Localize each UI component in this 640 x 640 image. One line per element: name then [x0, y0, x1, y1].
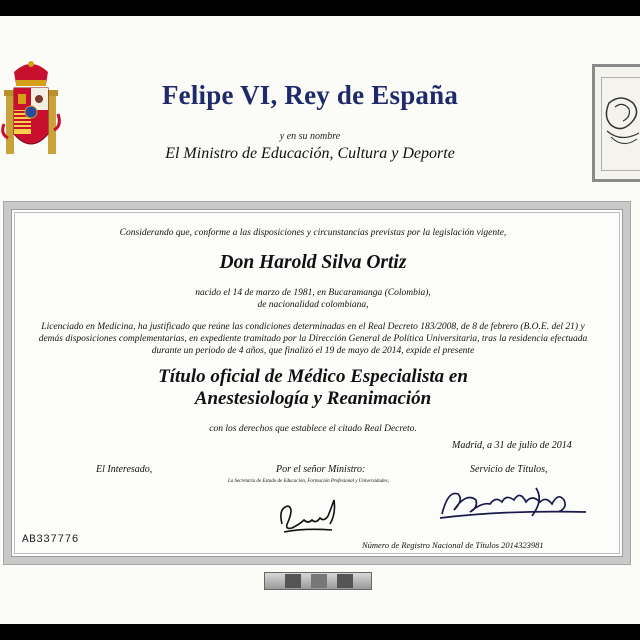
- birth-line-2: de nacionalidad colombiana,: [257, 300, 369, 310]
- issue-date: Madrid, a 31 de julio de 2014: [452, 440, 572, 451]
- body-line-1: Licenciado en Medicina, ha justificado que reúne las condiciones determinadas en el Real Decreto 183/2008, de 8 de febrero (B.O.E. del 21) y: [41, 322, 585, 332]
- serial-number: AB337776: [22, 534, 79, 546]
- servicio-titulos-label: Servicio de Títulos,: [470, 464, 548, 475]
- en-su-nombre: y en su nombre: [279, 131, 341, 142]
- body-line-3: durante un periodo de 4 años, que finalizó el 19 de mayo de 2014, expide el presente: [151, 346, 475, 356]
- rights-text: con los derechos que establece el citado Real Decreto.: [209, 424, 417, 434]
- embossed-seal-icon: [264, 572, 372, 590]
- certificate-page: [0, 16, 640, 624]
- degree-title-line-1: Título oficial de Médico Especialista en: [158, 366, 468, 387]
- minister-line: El Ministro de Educación, Cultura y Deporte: [165, 145, 455, 162]
- servicio-signature: [436, 480, 590, 526]
- secretaria-label: La Secretaria de Estado de Educación, Formación Profesional y Universidades,: [228, 479, 389, 484]
- interesado-label: El Interesado,: [96, 464, 153, 475]
- considerando-text: Considerando que, conforme a las disposiciones y circunstancias previstas por la legislación vigente,: [119, 228, 507, 238]
- birth-line-1: nacido el 14 de marzo de 1981, en Bucaramanga (Colombia),: [195, 288, 431, 298]
- recipient-name: Don Harold Silva Ortiz: [219, 252, 407, 273]
- registro-number: Número de Registro Nacional de Títulos 2014323981: [362, 540, 544, 550]
- degree-title-line-2: Anestesiología y Reanimación: [194, 388, 432, 409]
- king-title: Felipe VI, Rey de España: [161, 80, 459, 110]
- body-line-2: demás disposiciones complementarias, en expediente tramitado por la Dirección General de Política Universitaria, tras la residencia efectuada: [38, 334, 588, 344]
- minister-signature: [274, 494, 344, 542]
- por-ministro-label: Por el señor Ministro:: [276, 464, 366, 475]
